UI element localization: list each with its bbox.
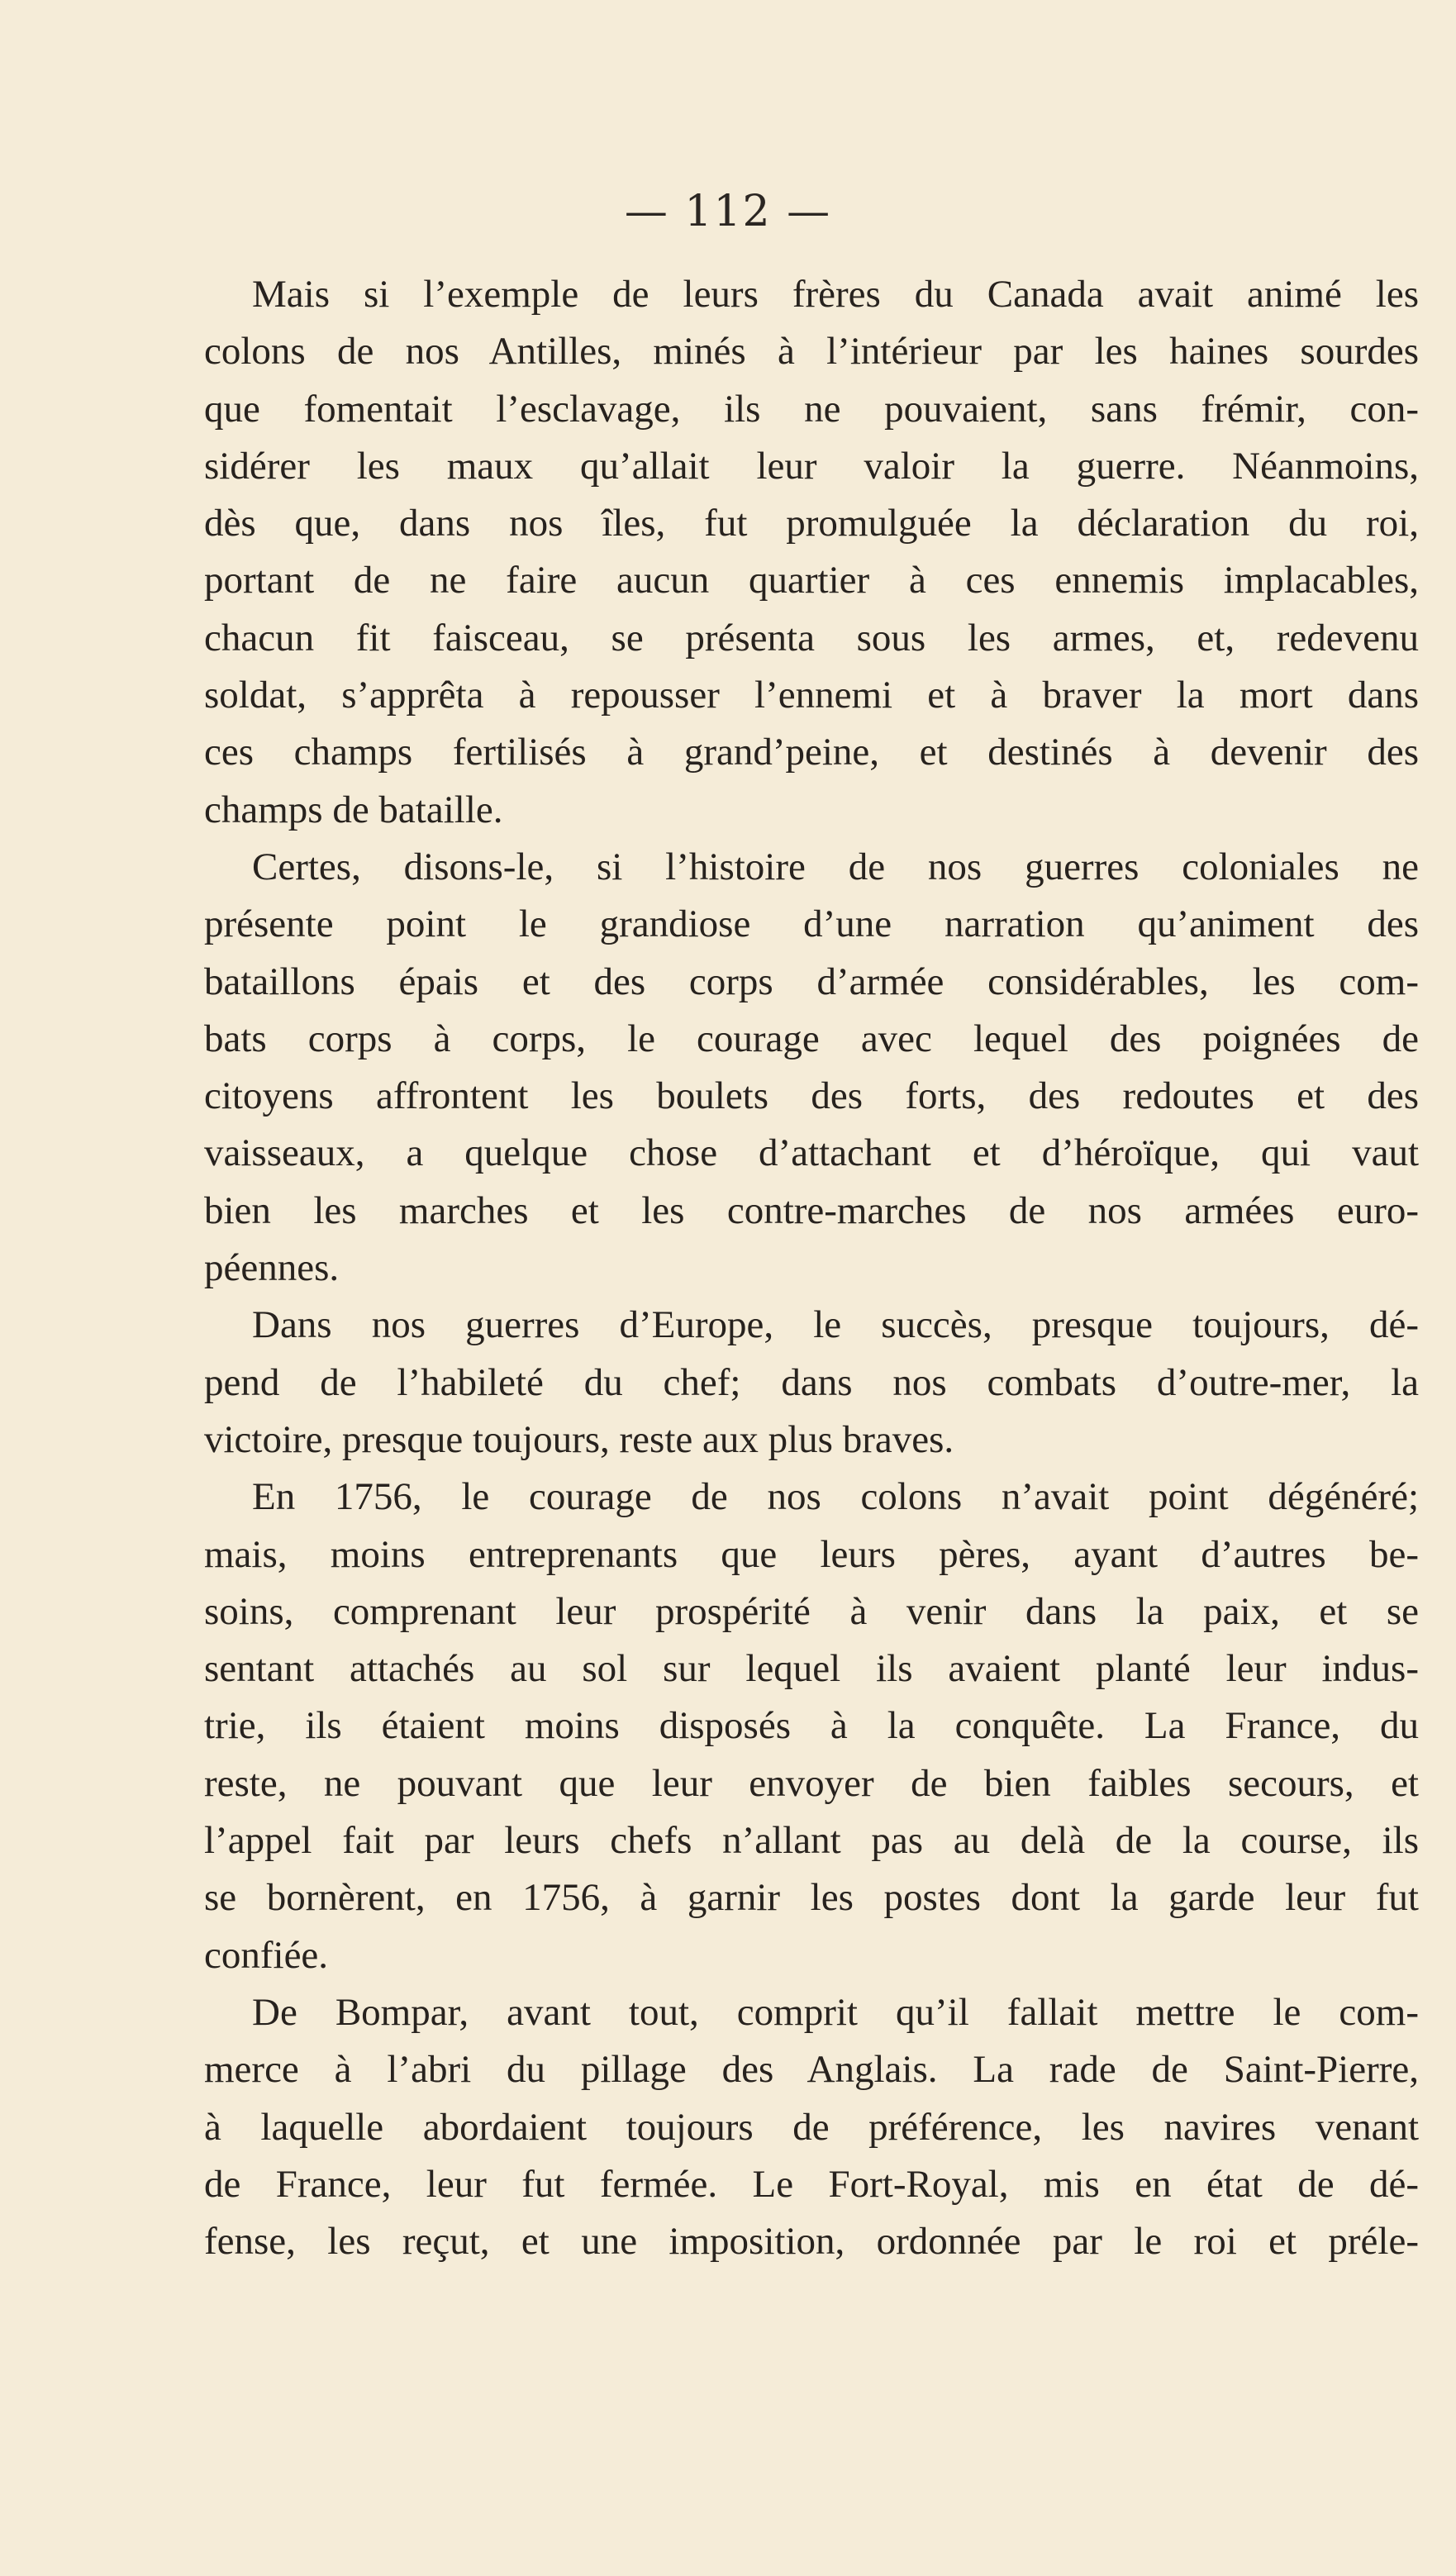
text-line: champs de bataille. xyxy=(204,788,503,831)
text-line: bataillons épais et des corps d’armée considérables, les com- xyxy=(204,959,1419,1003)
text-line: présente point le grandiose d’une narration qu’animent des xyxy=(204,902,1419,946)
text-line: sidérer les maux qu’allait leur valoir la guerre. Néanmoins, xyxy=(204,444,1419,488)
text-line: confiée. xyxy=(204,1933,329,1977)
text-line: se bornèrent, en 1756, à garnir les postes dont la garde leur fut xyxy=(204,1876,1419,1920)
text-line: vaisseaux, a quelque chose d’attachant et d’héroïque, qui vaut xyxy=(204,1131,1419,1175)
text-line: à laquelle abordaient toujours de préférence, les navires venant xyxy=(204,2105,1419,2149)
text-line: chacun fit faisceau, se présenta sous les armes, et, redevenu xyxy=(204,616,1419,659)
text-line: bats corps à corps, le courage avec lequel des poignées de xyxy=(204,1017,1419,1060)
text-line: Mais si l’exemple de leurs frères du Canada avait animé les xyxy=(252,273,1419,316)
text-line: sentant attachés au sol sur lequel ils avaient planté leur indus- xyxy=(204,1647,1419,1691)
text-line: De Bompar, avant tout, comprit qu’il fallait mettre le com- xyxy=(252,1990,1419,2034)
text-line: de France, leur fut fermée. Le Fort-Royal, mis en état de dé- xyxy=(204,2162,1419,2206)
paragraph xyxy=(204,839,1419,1297)
paragraph xyxy=(204,266,1419,839)
paragraph xyxy=(204,1469,1419,1984)
text-line: pend de l’habileté du chef; dans nos combats d’outre-mer, la xyxy=(204,1360,1419,1404)
text-line: dès que, dans nos îles, fut promulguée la déclaration du roi, xyxy=(204,502,1419,545)
text-line: l’appel fait par leurs chefs n’allant pas au delà de la course, ils xyxy=(204,1819,1419,1863)
paragraph xyxy=(204,1297,1419,1469)
text-line: bien les marches et les contre-marches de nos armées euro- xyxy=(204,1188,1419,1232)
text-line: trie, ils étaient moins disposés à la conquête. La France, du xyxy=(204,1704,1419,1748)
text-line: Certes, disons-le, si l’histoire de nos guerres coloniales ne xyxy=(252,845,1419,888)
text-line: soldat, s’apprêta à repousser l’ennemi et à braver la mort dans xyxy=(204,674,1419,717)
text-line: Dans nos guerres d’Europe, le succès, presque toujours, dé- xyxy=(252,1303,1419,1347)
text-line: soins, comprenant leur prospérité à venir dans la paix, et se xyxy=(204,1589,1419,1633)
text-line: portant de ne faire aucun quartier à ces ennemis implacables, xyxy=(204,559,1419,602)
text-line: ces champs fertilisés à grand’peine, et destinés à devenir des xyxy=(204,731,1419,774)
text-line: que fomentait l’esclavage, ils ne pouvaient, sans frémir, con- xyxy=(204,387,1419,431)
text-line: merce à l’abri du pillage des Anglais. La rade de Saint-Pierre, xyxy=(204,2048,1419,2092)
page-number: — 112 — xyxy=(624,187,832,236)
text-line: En 1756, le courage de nos colons n’avait point dégénéré; xyxy=(252,1475,1419,1519)
paragraph xyxy=(204,1984,1419,2270)
text-line: mais, moins entreprenants que leurs pères, ayant d’autres be- xyxy=(204,1532,1419,1576)
text-line: victoire, presque toujours, reste aux plus braves. xyxy=(204,1417,954,1461)
text-line: citoyens affrontent les boulets des forts, des redoutes et des xyxy=(204,1074,1419,1118)
text-line: péennes. xyxy=(204,1246,340,1290)
body-text xyxy=(204,266,1419,2270)
text-line: fense, les reçut, et une imposition, ordonnée par le roi et préle- xyxy=(204,2220,1419,2264)
text-line: colons de nos Antilles, minés à l’intérieur par les haines sourdes xyxy=(204,330,1419,374)
text-line: reste, ne pouvant que leur envoyer de bien faibles secours, et xyxy=(204,1761,1419,1805)
